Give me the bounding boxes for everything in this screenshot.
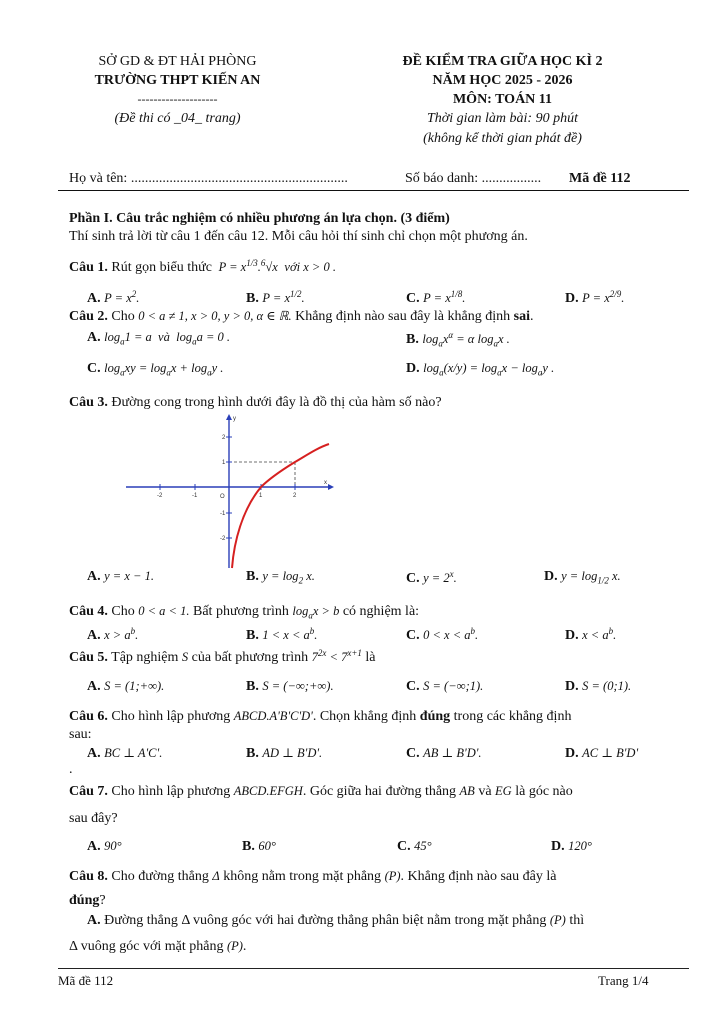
option-d[interactable]: D. AC ⊥ B'D' xyxy=(565,746,639,761)
question-7-cont: sau đây? xyxy=(69,811,118,826)
option-b[interactable]: B. AD ⊥ B'D'. xyxy=(246,746,323,761)
exam-code: Mã đề 112 xyxy=(569,171,631,186)
svg-text:1: 1 xyxy=(222,460,226,466)
option-a-cont: Δ vuông góc với mặt phẳng (P). xyxy=(69,939,247,954)
question-6-cont: sau: xyxy=(69,727,92,742)
option-b[interactable]: B. $\log_ax^\alpha = \alpha$ $\log_ax$ . xyxy=(406,330,510,349)
question-2: Câu 2. Cho 0 < a ≠ 1, x > 0, y > 0, α ∈ ℝ. Khẳng định nào sau đây là khẳng định sai. xyxy=(69,309,534,324)
stray-dot: . xyxy=(69,762,73,777)
option-c[interactable]: C. $0 < x < a^b$. xyxy=(406,626,479,644)
pages-note: (Đề thi có _04_ trang) xyxy=(114,111,241,126)
question-label: Câu 6. xyxy=(69,709,108,724)
question-label: Câu 2. xyxy=(69,309,108,324)
option-b[interactable]: B. 60° xyxy=(242,839,276,854)
option-b[interactable]: B. $P = x^{1/2}$. xyxy=(246,289,305,307)
svg-text:2: 2 xyxy=(222,435,226,441)
option-d[interactable]: D. $x < a^b$. xyxy=(565,626,617,644)
math-expression: $P = x^{1/3}.^6√x$ xyxy=(215,258,281,275)
question-1 xyxy=(69,258,336,276)
footer-code: Mã đề 112 xyxy=(58,973,114,988)
option-a[interactable]: A. $x > a^b$. xyxy=(87,626,139,644)
option-c[interactable]: C. S = (−∞;1). xyxy=(406,679,484,694)
option-c[interactable]: C. $\log_axy = \log_ax + \log_ay$ . xyxy=(87,361,224,378)
question-7: Câu 7. Cho hình lập phương ABCD.EFGH. Góc giữa hai đường thẳng AB và EG là góc nào xyxy=(69,784,573,799)
duration-note: (không kể thời gian phát đề) xyxy=(423,131,582,146)
student-name-field: Họ và tên: .............................................................. xyxy=(69,171,348,186)
option-c[interactable]: C. $P = x^{1/8}$. xyxy=(406,289,466,307)
option-a[interactable]: A. y = x − 1. xyxy=(87,569,154,584)
school-name: TRƯỜNG THPT KIẾN AN xyxy=(94,73,261,88)
svg-text:x: x xyxy=(324,480,327,486)
option-d[interactable]: D. $P = x^{2/9}$. xyxy=(565,289,625,307)
option-b[interactable]: B. $1 < x < a^b$. xyxy=(246,626,318,644)
part1-instruction: Thí sinh trả lời từ câu 1 đến câu 12. Mỗi câu hỏi thí sinh chỉ chọn một phương án. xyxy=(69,229,528,244)
svg-text:1: 1 xyxy=(259,493,263,499)
svg-text:-1: -1 xyxy=(220,511,226,517)
option-a[interactable]: A. $P = x^2$. xyxy=(87,289,140,307)
function-graph xyxy=(122,410,337,570)
question-label: Câu 7. xyxy=(69,784,108,799)
question-8-cont: đúng? xyxy=(69,893,106,908)
svg-text:-2: -2 xyxy=(157,493,163,499)
svg-text:2: 2 xyxy=(293,493,297,499)
svg-text:-2: -2 xyxy=(220,536,226,542)
student-id-field: Số báo danh: ................. xyxy=(405,171,542,186)
question-3 xyxy=(69,395,442,411)
option-d[interactable]: D. $y = \log_{1/2} x$. xyxy=(544,569,621,586)
emphasis-false: sai xyxy=(513,309,530,324)
question-5: Câu 5. Tập nghiệm S của bất phương trình $7^{2x} < 7^{x+1}$ là xyxy=(69,648,376,666)
school-year: NĂM HỌC 2025 - 2026 xyxy=(432,73,573,88)
page-number: Trang 1/4 xyxy=(598,973,649,988)
option-c[interactable]: C. AB ⊥ B'D'. xyxy=(406,746,482,761)
footer-rule xyxy=(58,968,689,969)
svg-text:-1: -1 xyxy=(192,493,198,499)
department: SỞ GD & ĐT HẢI PHÒNG xyxy=(98,54,257,69)
option-c[interactable]: C. $y = 2^x$. xyxy=(406,569,457,587)
question-4: Câu 4. Cho 0 < a < 1. Bất phương trình $\log_ax > b$ có nghiệm là: xyxy=(69,604,420,621)
subject: MÔN: TOÁN 11 xyxy=(452,92,553,107)
question-6: Câu 6. Cho hình lập phương ABCD.A'B'C'D'. Chọn khẳng định đúng trong các khẳng định xyxy=(69,709,572,724)
option-b[interactable]: B. $y = \log_2 x$. xyxy=(246,569,315,586)
question-label: Câu 1. xyxy=(69,260,108,276)
option-d[interactable]: D. S = (0;1). xyxy=(565,679,632,694)
emphasis-true: đúng xyxy=(419,709,451,724)
part1-title: Phần I. Câu trắc nghiệm có nhiều phương án lựa chọn. (3 điểm) xyxy=(69,211,450,226)
question-text: Đường cong trong hình dưới đây là đồ thị của hàm số nào? xyxy=(111,395,442,410)
exam-title: ĐỀ KIỂM TRA GIỮA HỌC KÌ 2 xyxy=(402,54,603,69)
question-8: Câu 8. Cho đường thẳng Δ không nằm trong mặt phẳng (P). Khẳng định nào sau đây là xyxy=(69,869,557,884)
question-label: Câu 5. xyxy=(69,650,108,666)
option-a[interactable]: A. Đường thẳng Δ vuông góc với hai đường thẳng phân biệt nằm trong mặt phẳng (P) thì xyxy=(87,913,585,928)
option-a[interactable]: A. S = (1;+∞). xyxy=(87,679,165,694)
condition: 0 < a ≠ 1, x > 0, y > 0, α ∈ ℝ. xyxy=(138,309,292,323)
duration: Thời gian làm bài: 90 phút xyxy=(427,111,578,126)
option-a[interactable]: A. 90° xyxy=(87,839,122,854)
option-d[interactable]: D. $\log_a(x/y) = \log_ax - \log_ay$ . xyxy=(406,361,555,378)
condition: với x > 0 . xyxy=(284,260,336,275)
header-rule xyxy=(58,190,689,191)
svg-text:O: O xyxy=(220,494,225,500)
question-text: Rút gọn biểu thức xyxy=(111,260,212,276)
question-label: Câu 3. xyxy=(69,395,108,410)
emphasis-true: đúng xyxy=(69,893,100,908)
option-d[interactable]: D. 120° xyxy=(551,839,592,854)
option-a[interactable]: A. BC ⊥ A'C'. xyxy=(87,746,163,761)
option-b[interactable]: B. S = (−∞;+∞). xyxy=(246,679,334,694)
option-a[interactable]: A. $\log_a1 = a$ và $\log_aa = 0$ . xyxy=(87,330,231,347)
option-c[interactable]: C. 45° xyxy=(397,839,432,854)
question-label: Câu 4. xyxy=(69,604,108,619)
svg-text:y: y xyxy=(233,416,236,422)
header-divider: -------------------- xyxy=(137,92,218,106)
question-label: Câu 8. xyxy=(69,869,108,884)
